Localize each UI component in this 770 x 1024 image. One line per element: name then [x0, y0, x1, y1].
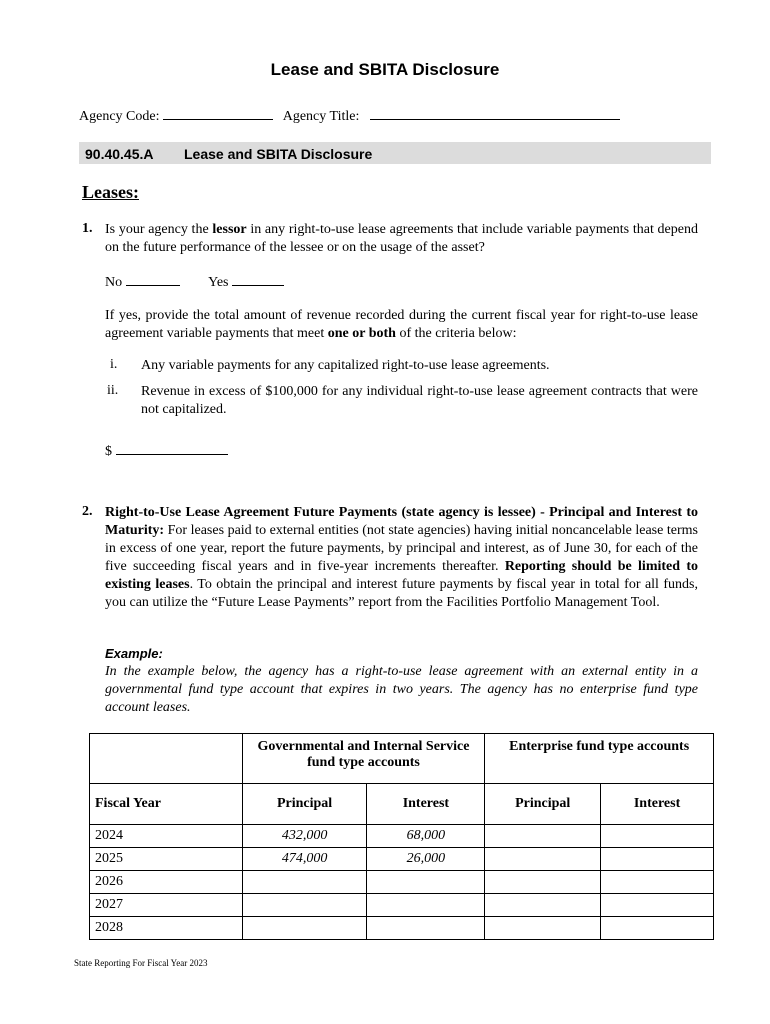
table-row: [90, 894, 714, 917]
ent-principal-cell[interactable]: [485, 894, 601, 917]
fiscal-year-cell: 2024: [90, 825, 243, 848]
no-label: No: [105, 275, 123, 290]
agency-title-field[interactable]: [370, 106, 620, 120]
q1-number: 1.: [82, 221, 93, 236]
q2-bold-intro: Right-to-Use Lease Agreement Future Payments (state agency is lessee) - Principal and Interest to Maturity:: [105, 505, 698, 538]
q1-text: [105, 221, 698, 257]
revenue-amount-field[interactable]: [116, 441, 228, 455]
gov-interest-cell[interactable]: [367, 871, 485, 894]
gov-principal-cell[interactable]: 432,000: [242, 825, 367, 848]
future-payments-table: [89, 733, 714, 940]
ent-interest-header: Interest: [601, 784, 714, 825]
dollar-sign: $: [105, 444, 112, 459]
criteria-marker-2: ii.: [107, 383, 119, 398]
table-row: [90, 825, 714, 848]
empty-header-cell: [90, 734, 243, 784]
section-name: Lease and SBITA Disclosure: [184, 146, 373, 162]
gov-interest-header: Interest: [367, 784, 485, 825]
yes-answer-field[interactable]: [232, 272, 284, 286]
q1-followup: [105, 307, 698, 343]
q2-bold-2: Reporting should be limited to existing leases: [105, 559, 698, 592]
fiscal-year-header: Fiscal Year: [90, 784, 243, 825]
gov-principal-cell[interactable]: [242, 894, 367, 917]
q2-text-2: . To obtain the principal and interest future payments by fiscal year in total for all funds, you can utilize the “Future Lease Payments” report from the Facilities Portfolio Management Tool.: [105, 577, 698, 610]
gov-interest-cell[interactable]: 68,000: [367, 825, 485, 848]
ent-interest-cell[interactable]: [601, 825, 714, 848]
gov-interest-cell[interactable]: 26,000: [367, 848, 485, 871]
table-column-header-row: [90, 784, 714, 825]
gov-interest-cell[interactable]: [367, 917, 485, 940]
yes-label: Yes: [208, 275, 229, 290]
page-footer: State Reporting For Fiscal Year 2023: [74, 958, 208, 968]
criteria-text-1: Any variable payments for any capitalized right-to-use lease agreements.: [141, 358, 550, 373]
gov-principal-cell[interactable]: [242, 871, 367, 894]
fiscal-year-cell: 2027: [90, 894, 243, 917]
q1-answer-line: [105, 272, 284, 291]
q1-followup-bold: one or both: [327, 326, 396, 341]
agency-title-label: Agency Title:: [282, 109, 360, 124]
section-code: 90.40.45.A: [85, 146, 154, 162]
page-title: Lease and SBITA Disclosure: [270, 60, 500, 79]
fiscal-year-cell: 2026: [90, 871, 243, 894]
q1-text-bold: lessor: [212, 222, 247, 237]
ent-interest-cell[interactable]: [601, 917, 714, 940]
example-text: In the example below, the agency has a right-to-use lease agreement with an external entity in a governmental fund type account that expires in two years. The agency has no enterprise fund type account leases.: [105, 664, 698, 715]
ent-principal-cell[interactable]: [485, 825, 601, 848]
table-row: [90, 848, 714, 871]
fiscal-year-cell: 2025: [90, 848, 243, 871]
q2-number: 2.: [82, 504, 93, 519]
ent-principal-cell[interactable]: [485, 848, 601, 871]
q1-followup-post: of the criteria below:: [395, 326, 517, 341]
gov-principal-cell[interactable]: 474,000: [242, 848, 367, 871]
ent-principal-cell[interactable]: [485, 917, 601, 940]
gov-principal-cell[interactable]: [242, 917, 367, 940]
dollar-line: [105, 441, 228, 460]
table-group-header-row: [90, 734, 714, 784]
agency-code-label: Agency Code:: [79, 109, 160, 124]
gov-group-header: Governmental and Internal Service fund type accounts: [242, 734, 485, 784]
ent-interest-cell[interactable]: [601, 894, 714, 917]
ent-principal-cell[interactable]: [485, 871, 601, 894]
gov-principal-header: Principal: [242, 784, 367, 825]
table-row: [90, 917, 714, 940]
table-row: [90, 871, 714, 894]
no-answer-field[interactable]: [126, 272, 180, 286]
criteria-text-2: Revenue in excess of $100,000 for any individual right-to-use lease agreement contracts that were not capitalized.: [141, 384, 698, 417]
ent-interest-cell[interactable]: [601, 848, 714, 871]
q2-text: [105, 504, 698, 612]
q2-text-1: For leases paid to external entities (not state agencies) having initial noncancelable lease terms in excess of one year, report the future payments, by principal and interest, as of June 30, for each of the five succeeding fiscal years and in five-year increments thereafter.: [105, 523, 698, 574]
agency-code-field[interactable]: [163, 106, 273, 120]
q1-text-pre: Is your agency the: [105, 222, 213, 237]
ent-interest-cell[interactable]: [601, 871, 714, 894]
q1-text-post: in any right-to-use lease agreements that include variable payments that depend on the future performance of the lessee or on the usage of the asset?: [105, 222, 698, 255]
agency-line: [79, 106, 620, 125]
leases-heading: Leases:: [82, 182, 139, 202]
criteria-marker-1: i.: [110, 357, 118, 372]
enterprise-group-header: Enterprise fund type accounts: [485, 734, 714, 784]
fiscal-year-cell: 2028: [90, 917, 243, 940]
example-label: Example:: [105, 646, 163, 661]
q1-followup-pre: If yes, provide the total amount of revenue recorded during the current fiscal year for right-to-use lease agreement variable payments that meet: [105, 308, 698, 341]
gov-interest-cell[interactable]: [367, 894, 485, 917]
section-header: [79, 142, 711, 164]
ent-principal-header: Principal: [485, 784, 601, 825]
